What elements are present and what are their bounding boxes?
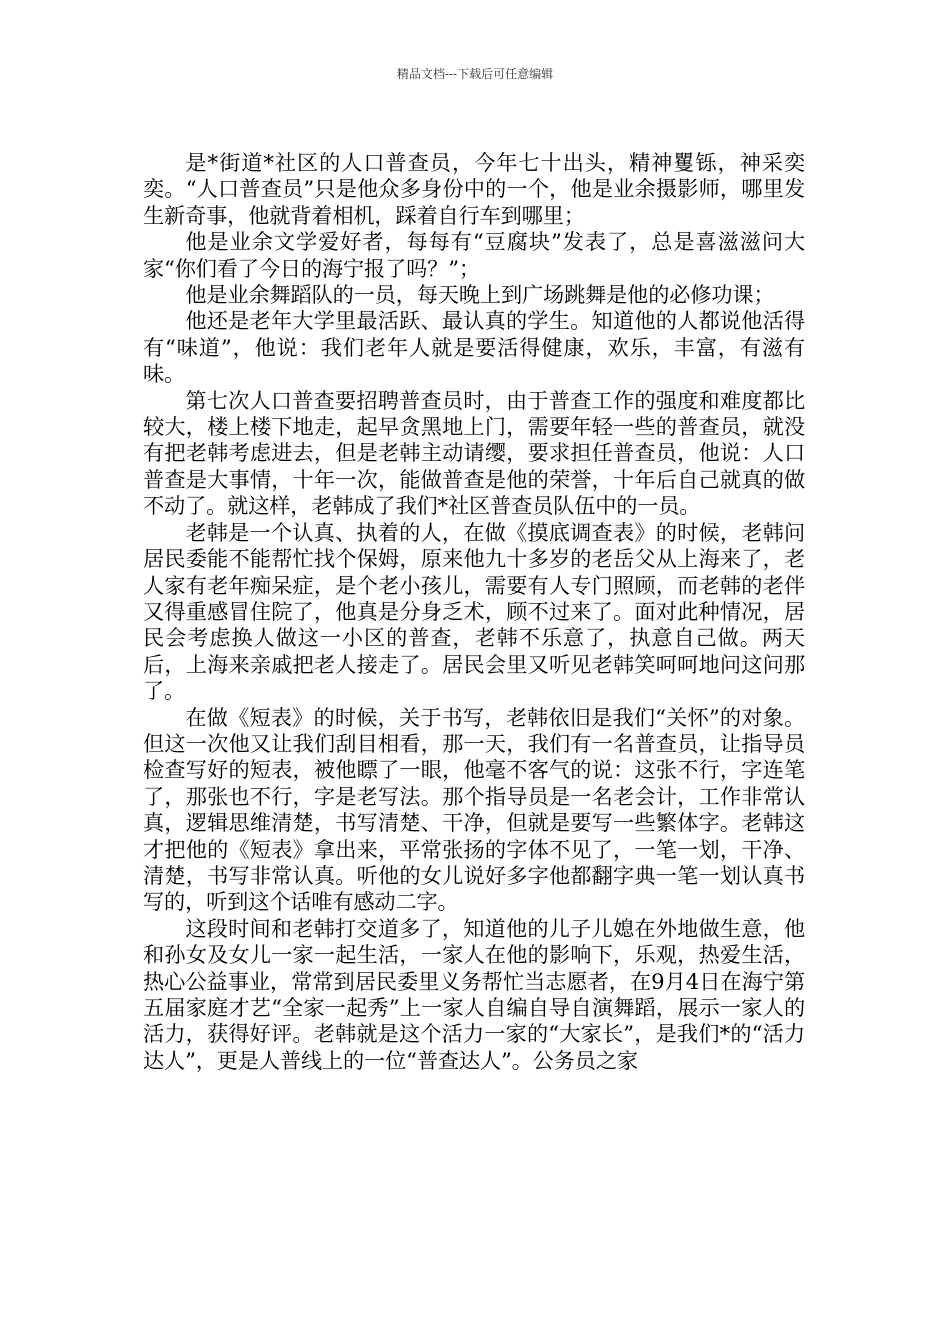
paragraph: 是*街道*社区的人口普查员，今年七十出头，精神矍铄，神采奕奕。“人口普查员”只是他众多身份中的一个，他是业余摄影师，哪里发生新奇事，他就背着相机，踩着自行车到哪里； bbox=[143, 150, 805, 228]
page-header: 精品文档---下载后可任意编辑 bbox=[396, 67, 554, 81]
paragraph: 第七次人口普查要招聘普查员时，由于普查工作的强度和难度都比较大，楼上楼下地走，起早贪黑地上门，需要年轻一些的普查员，就没有把老韩考虑进去，但是老韩主动请缨，要求担任普查员，他说：人口普查是大事情，十年一次，能做普查是他的荣誉，十年后自己就真的做不动了。就这样，老韩成了我们*社区普查员队伍中的一员。 bbox=[143, 387, 805, 519]
paragraph: 他还是老年大学里最活跃、最认真的学生。知道他的人都说他活得有“味道”，他说：我们老年人就是要活得健康，欢乐，丰富，有滋有味。 bbox=[143, 308, 805, 387]
paragraph: 他是业余舞蹈队的一员，每天晚上到广场跳舞是他的必修功课； bbox=[185, 282, 775, 308]
paragraph: 老韩是一个认真、执着的人，在做《摸底调查表》的时候，老韩问居民委能不能帮忙找个保姆，原来他九十多岁的老岳父从上海来了，老人家有老年痴呆症，是个老小孩儿，需要有人专门照顾，而老韩的老伴又得重感冒住院了，他真是分身乏术，顾不过来了。面对此种情况，居民会考虑换人做这一小区的普查，老韩不乐意了，执意自己做。两天后，上海来亲戚把老人接走了。居民会里又听见老韩笑呵呵地问这问那了。 bbox=[143, 519, 805, 704]
document-body bbox=[143, 150, 805, 1074]
paragraph: 他是业余文学爱好者，每每有“豆腐块”发表了，总是喜滋滋问大家“你们看了今日的海宁报了吗？”； bbox=[143, 229, 805, 281]
paragraph: 在做《短表》的时候，关于书写，老韩依旧是我们“关怀”的对象。但这一次他又让我们刮目相看，那一天，我们有一名普查员，让指导员检查写好的短表，被他瞟了一眼，他毫不客气的说：这张不行，字连笔了，那张也不行，字是老写法。那个指导员是一名老会计，工作非常认真，逻辑思维清楚，书写清楚、干净，但就是要写一些繁体字。老韩这才把他的《短表》拿出来，平常张扬的字体不见了，一笔一划，干净、清楚，书写非常认真。听他的女儿说好多字他都翻字典一笔一划认真书写的，听到这个话唯有感动二字。 bbox=[143, 704, 805, 915]
paragraph: 这段时间和老韩打交道多了，知道他的儿子儿媳在外地做生意，他和孙女及女儿一家一起生活，一家人在他的影响下，乐观，热爱生活，热心公益事业，常常到居民委里义务帮忙当志愿者，在9月4日在海宁第五届家庭才艺“全家一起秀”上一家人自编自导自演舞蹈，展示一家人的活力，获得好评。老韩就是这个活力一家的“大家长”，是我们*的“活力达人”，更是人普线上的一位“普查达人”。公务员之家 bbox=[143, 915, 805, 1073]
